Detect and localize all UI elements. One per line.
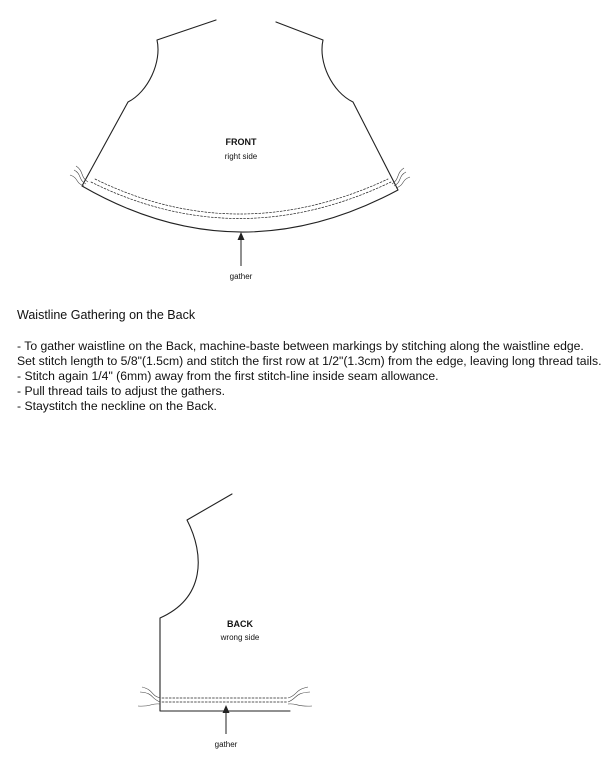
front-thread-tails-right	[392, 168, 410, 188]
instruction-step: - To gather waistline on the Back, machine-baste between markings by stitching along the waistline edge. Set stitch length to 5/8"(1.5cm) and stitch the first row at 1/2"(1.3cm) from the edge, leaving long thread tails.	[17, 339, 602, 368]
back-thread-tails-right	[288, 687, 312, 706]
instruction-step: - Staystitch the neckline on the Back.	[17, 399, 217, 413]
front-subtitle: right side	[224, 152, 258, 161]
instruction-list	[17, 339, 602, 414]
back-gather-label: gather	[214, 740, 238, 749]
front-outline	[82, 20, 398, 232]
front-stitch-line-2	[95, 179, 388, 214]
front-pattern-diagram	[0, 0, 613, 290]
front-thread-tails-left	[70, 166, 88, 186]
instruction-step: - Stitch again 1/4" (6mm) away from the first stitch-line inside seam allowance.	[17, 369, 439, 383]
front-gather-arrow	[238, 232, 245, 266]
front-gather-label: gather	[229, 272, 253, 281]
back-outline	[160, 494, 290, 711]
back-pattern-diagram	[0, 480, 613, 763]
back-gather-arrow	[223, 705, 230, 734]
back-title: BACK	[227, 619, 253, 629]
back-thread-tails-left	[138, 687, 160, 706]
section-heading: Waistline Gathering on the Back	[17, 308, 196, 322]
front-title: FRONT	[225, 137, 257, 147]
back-subtitle: wrong side	[220, 633, 260, 642]
instruction-step: - Pull thread tails to adjust the gathers.	[17, 384, 225, 398]
